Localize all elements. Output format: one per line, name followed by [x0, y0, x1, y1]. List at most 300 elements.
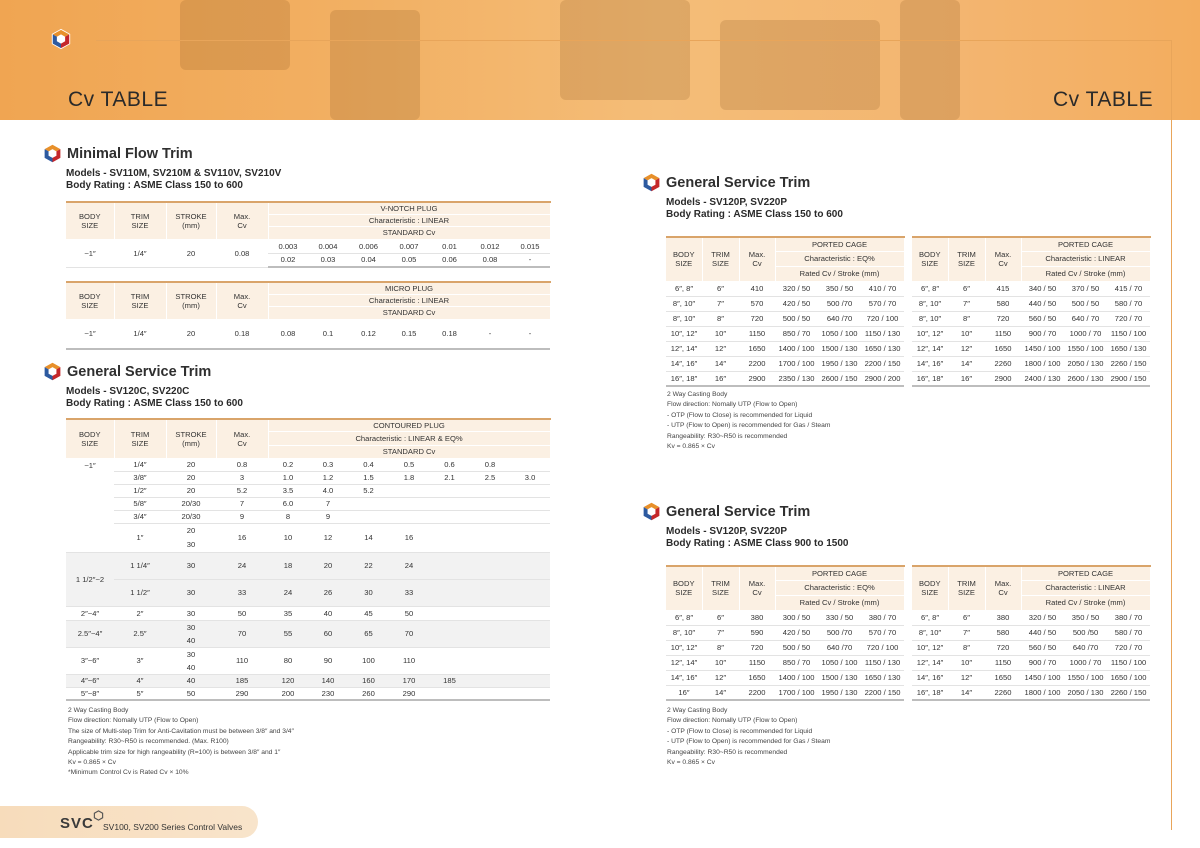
cell: [470, 484, 510, 497]
cell: 10″, 12″: [666, 326, 702, 341]
cell: 1650: [985, 341, 1021, 356]
rating-line: Body Rating : ASME Class 150 to 600: [66, 180, 243, 191]
header-cell: Rated Cv / Stroke (mm): [775, 266, 904, 281]
cell: 8″, 10″: [666, 311, 702, 326]
machinery-graphic: [180, 0, 290, 70]
cell: 580 / 70: [1107, 296, 1150, 311]
cell: 1050 / 100: [818, 655, 861, 670]
contoured-plug-table: [66, 418, 551, 701]
note-line: Kv = 0.865 × Cv: [667, 759, 715, 767]
cell: 0.18: [216, 319, 268, 349]
cell: 12″: [702, 341, 739, 356]
cell: 50: [389, 606, 429, 620]
cell: [429, 606, 470, 620]
table-row: [66, 620, 550, 647]
cell: 0.01: [429, 239, 470, 253]
cell: 1/4″: [114, 239, 166, 267]
cell: [429, 620, 470, 647]
cell: 20: [166, 458, 216, 471]
cell: 6″, 8″: [912, 281, 948, 296]
header-cell: BODY SIZE: [666, 237, 702, 281]
notes-block: [68, 706, 294, 779]
cell: 560 / 50: [1021, 311, 1064, 326]
header-banner: [0, 0, 1200, 120]
cell: [429, 523, 470, 552]
table-row: [666, 655, 904, 670]
cell: [429, 647, 470, 674]
cell: [166, 620, 216, 647]
cell: 14″, 16″: [666, 356, 702, 371]
cell: [429, 687, 470, 700]
note-line: 2 Way Casting Body: [68, 707, 129, 714]
cell: 320 / 50: [1021, 610, 1064, 625]
cell: 200: [268, 687, 308, 700]
cell: 16″: [702, 371, 739, 386]
rating-line: Body Rating : ASME Class 150 to 600: [666, 209, 843, 220]
cell: 1500 / 130: [818, 670, 861, 685]
cell: [470, 510, 510, 523]
table-row: [666, 371, 904, 386]
cell: 1400 / 100: [775, 670, 818, 685]
section-heading-gst-ported-150: [641, 172, 810, 193]
table-body: [666, 610, 904, 700]
cell: 9: [308, 510, 348, 523]
cell: 5.2: [348, 484, 389, 497]
cell: [470, 687, 510, 700]
cell: 1/4″: [114, 319, 166, 349]
table-row: [666, 326, 904, 341]
cell: 2200 / 150: [861, 356, 904, 371]
cell: 3: [216, 471, 268, 484]
cell: 320 / 50: [775, 281, 818, 296]
cell: 0.015: [510, 239, 550, 253]
table-row: [666, 356, 904, 371]
cell: 1450 / 100: [1021, 341, 1064, 356]
cell: 580: [985, 296, 1021, 311]
cell: [429, 497, 470, 510]
rating-line: Body Rating : ASME Class 150 to 600: [66, 398, 243, 409]
cell: 0.3: [308, 458, 348, 471]
header-cell: TRIM SIZE: [948, 566, 985, 610]
cell: 1650 / 130: [861, 670, 904, 685]
cell: 8″: [702, 311, 739, 326]
cell: 1050 / 100: [818, 326, 861, 341]
footer-text: SV100, SV200 Series Control Valves: [103, 822, 243, 832]
cell: 2.5″~4″: [66, 620, 114, 647]
cell: 440 / 50: [1021, 296, 1064, 311]
cell: [510, 674, 550, 687]
cell: 570: [739, 296, 775, 311]
cell: 720 / 100: [861, 640, 904, 655]
header-cell: TRIM SIZE: [114, 282, 166, 319]
cell: [510, 579, 550, 606]
cell: [510, 647, 550, 674]
cell: 80: [268, 647, 308, 674]
cell: 300 / 50: [775, 610, 818, 625]
cell: 2260: [985, 685, 1021, 700]
cell: 12″, 14″: [666, 341, 702, 356]
cell: 2.5″: [114, 620, 166, 647]
table-row: [666, 610, 904, 625]
cell: 350 / 50: [818, 281, 861, 296]
cell: 6″, 8″: [666, 610, 702, 625]
cell: 8″, 10″: [912, 296, 948, 311]
cell: 640 /70: [1064, 640, 1107, 655]
cell: 6″, 8″: [666, 281, 702, 296]
cell: 20: [166, 239, 216, 267]
cell: 14″: [948, 356, 985, 371]
cell: 7″: [702, 625, 739, 640]
cell: 8″: [948, 640, 985, 655]
table-row: [66, 687, 550, 700]
cell: 0.006: [348, 239, 389, 253]
cell: 24: [389, 552, 429, 579]
cell: [510, 687, 550, 700]
cell: 0.8: [216, 458, 268, 471]
header-cell: Characteristic : EQ%: [775, 580, 904, 595]
rating-line: Body Rating : ASME Class 900 to 1500: [666, 538, 849, 549]
cell: [470, 579, 510, 606]
note-line: - UTP (Flow to Open) is recommended for Gas / Steam: [667, 738, 831, 746]
cell: 8″, 10″: [666, 296, 702, 311]
header-cell: STROKE (mm): [166, 282, 216, 319]
table-row: [666, 341, 904, 356]
note-line: Kv = 0.865 × Cv: [68, 759, 116, 767]
cell: 2900 / 200: [861, 371, 904, 386]
table-row: [666, 311, 904, 326]
cell: [429, 510, 470, 523]
cell: 3/8″: [114, 471, 166, 484]
table-body: [666, 281, 904, 386]
header-cell: BODY SIZE: [66, 419, 114, 458]
header-cell: Max. Cv: [985, 566, 1021, 610]
cell: 2900 / 150: [1107, 371, 1150, 386]
cell: 2.5: [470, 471, 510, 484]
cell: 16″, 18″: [666, 371, 702, 386]
models-line: Models - SV120C, SV220C: [66, 386, 190, 397]
header-cell: Rated Cv / Stroke (mm): [1021, 266, 1150, 281]
cell: 0.6: [429, 458, 470, 471]
cell: 12″, 14″: [912, 341, 948, 356]
cell: -: [510, 253, 550, 267]
header-cell: Characteristic : LINEAR: [1021, 251, 1150, 266]
note-line: Rangeability: R30~R50 is recommended: [667, 432, 788, 440]
cell: 9: [216, 510, 268, 523]
cell: 5.2: [216, 484, 268, 497]
cell: 2900: [739, 371, 775, 386]
cell: 8″, 10″: [912, 625, 948, 640]
cell: 1.8: [389, 471, 429, 484]
cell: 1/4″: [114, 458, 166, 471]
note-line: Flow direction: Nomally UTP (Flow to Open): [68, 717, 199, 725]
cell: 7″: [948, 296, 985, 311]
cell: 2.1: [429, 471, 470, 484]
header-cell: Max. Cv: [216, 282, 268, 319]
cell: 7: [308, 497, 348, 510]
models-block: [66, 386, 243, 410]
header-cell: TRIM SIZE: [702, 566, 739, 610]
cell: [389, 484, 429, 497]
cell: [470, 606, 510, 620]
header-cell: Characteristic : LINEAR: [1021, 580, 1150, 595]
cell: [470, 674, 510, 687]
cell: 1.5: [348, 471, 389, 484]
cell: [429, 579, 470, 606]
vnotch-table: [66, 201, 551, 268]
header-cell: CONTOURED PLUG: [268, 419, 550, 431]
cell: 0.04: [348, 253, 389, 267]
cell: 16″: [948, 371, 985, 386]
header-cell: BODY SIZE: [66, 202, 114, 239]
cell: 14″, 16″: [666, 670, 702, 685]
cell: 35: [268, 606, 308, 620]
cell: 900 / 70: [1021, 326, 1064, 341]
cell: 2050 / 130: [1064, 685, 1107, 700]
cell: 415 / 70: [1107, 281, 1150, 296]
table-row: [666, 281, 904, 296]
cell: 500 / 50: [775, 311, 818, 326]
cell: 24: [216, 552, 268, 579]
cell: 1650: [739, 341, 775, 356]
cell: 12″, 14″: [912, 655, 948, 670]
cell: 1 1/4″: [114, 552, 166, 579]
cell: [470, 552, 510, 579]
cell: 560 / 50: [1021, 640, 1064, 655]
cell: 0.003: [268, 239, 308, 253]
cell: 0.012: [470, 239, 510, 253]
cell: 12″: [948, 670, 985, 685]
note-line: - UTP (Flow to Open) is recommended for Gas / Steam: [667, 422, 831, 430]
models-line: Models - SV120P, SV220P: [666, 197, 787, 208]
cell: 7: [216, 497, 268, 510]
models-block: [666, 526, 848, 550]
cell: 50: [166, 687, 216, 700]
cell: 850 / 70: [775, 326, 818, 341]
cell: 0.8: [470, 458, 510, 471]
table-body: [912, 281, 1150, 386]
table-row: [912, 326, 1150, 341]
cell: 2350 / 130: [775, 371, 818, 386]
cell: 2600 / 150: [818, 371, 861, 386]
header-cell: STANDARD Cv: [268, 226, 550, 239]
cell: 1700 / 100: [775, 685, 818, 700]
cell: 14: [348, 523, 389, 552]
cell: 7″: [948, 625, 985, 640]
header-cell: STANDARD Cv: [268, 445, 550, 458]
cell: 1650 / 130: [861, 341, 904, 356]
cell: 1″: [114, 523, 166, 552]
cell: 0.2: [268, 458, 308, 471]
header-cell: Max. Cv: [739, 566, 775, 610]
cell: 580 / 70: [1107, 625, 1150, 640]
cell: 0.06: [429, 253, 470, 267]
cell: 10″: [702, 326, 739, 341]
header-cell: TRIM SIZE: [114, 419, 166, 458]
cell: 2260 / 150: [1107, 685, 1150, 700]
header-cell: TRIM SIZE: [948, 237, 985, 281]
models-line: Models - SV110M, SV210M & SV110V, SV210V: [66, 168, 282, 179]
cell: 720: [739, 311, 775, 326]
cell: 70: [389, 620, 429, 647]
cell: 10″: [948, 326, 985, 341]
cell: 8″, 10″: [666, 625, 702, 640]
cell: 3.0: [510, 471, 550, 484]
cell: [166, 523, 216, 552]
cell: 12″, 14″: [666, 655, 702, 670]
cell: [429, 484, 470, 497]
cell: 0.007: [389, 239, 429, 253]
cell: 720: [985, 311, 1021, 326]
cell: 1950 / 130: [818, 685, 861, 700]
cell: 0.4: [348, 458, 389, 471]
cell: 2200 / 150: [861, 685, 904, 700]
cell: 500 / 50: [1064, 296, 1107, 311]
cell: -: [510, 319, 550, 349]
table-row: [912, 356, 1150, 371]
cell: 30: [166, 606, 216, 620]
table-row: [912, 670, 1150, 685]
cell: 1 1/2″~2: [66, 552, 114, 606]
table-row: [912, 371, 1150, 386]
frame-line: [96, 40, 1172, 41]
machinery-graphic: [720, 20, 880, 110]
hexagon-bullet-icon: [42, 361, 63, 382]
table-row: [66, 497, 550, 510]
cell: 2260: [985, 356, 1021, 371]
cell: 370 / 50: [1064, 281, 1107, 296]
cell: 2900: [985, 371, 1021, 386]
cell: 420 / 50: [775, 625, 818, 640]
cell: 5″~8″: [66, 687, 114, 700]
cell: 1800 / 100: [1021, 685, 1064, 700]
cell: 4″~6″: [66, 674, 114, 687]
cell: 16: [216, 523, 268, 552]
cell: 12″: [702, 670, 739, 685]
note-line: - OTP (Flow to Close) is recommended for Liquid: [667, 411, 813, 419]
cell: 2050 / 130: [1064, 356, 1107, 371]
cell: 380: [739, 610, 775, 625]
models-line: Models - SV120P, SV220P: [666, 526, 787, 537]
header-cell: Characteristic : LINEAR: [268, 294, 550, 306]
models-block: [666, 197, 843, 221]
cell: 5/8″: [114, 497, 166, 510]
table-row: [66, 319, 550, 349]
cell: [510, 510, 550, 523]
cell: 20: [166, 471, 216, 484]
cell: 4″: [114, 674, 166, 687]
table-row: [912, 610, 1150, 625]
cell: 330 / 50: [818, 610, 861, 625]
cell: 20: [166, 319, 216, 349]
cell: [510, 606, 550, 620]
table-row: [912, 341, 1150, 356]
cell: 6″: [702, 281, 739, 296]
cell: [510, 484, 550, 497]
cell: 20: [166, 484, 216, 497]
cell: 500 /50: [1064, 625, 1107, 640]
section-title: General Service Trim: [67, 363, 212, 380]
table-row: [66, 674, 550, 687]
cell: 380 / 70: [861, 610, 904, 625]
note-line: Flow direction: Nomally UTP (Flow to Open): [667, 717, 798, 725]
cell: 1150 / 100: [1107, 326, 1150, 341]
ported-cage-eq-table: [666, 236, 905, 387]
cell: 850 / 70: [775, 655, 818, 670]
note-line: *Minimum Control Cv is Rated Cv × 10%: [68, 769, 189, 777]
note-line: - OTP (Flow to Close) is recommended for Liquid: [667, 727, 813, 735]
header-cell: STANDARD Cv: [268, 306, 550, 319]
section-heading-gst-ported-900: [641, 501, 810, 522]
notes-block: [667, 706, 830, 768]
cell: 2260 / 150: [1107, 356, 1150, 371]
section-title: General Service Trim: [666, 503, 811, 520]
stroke-value: 30: [186, 649, 196, 659]
table-row: [912, 296, 1150, 311]
cell: 6″: [702, 610, 739, 625]
table-row: [66, 510, 550, 523]
cell: 720 / 70: [1107, 311, 1150, 326]
cell: 14″, 16″: [912, 356, 948, 371]
table-row: [666, 625, 904, 640]
cell: 10″: [948, 655, 985, 670]
cell: 45: [348, 606, 389, 620]
table-row: [666, 670, 904, 685]
cell: 3/4″: [114, 510, 166, 523]
table-row: [666, 685, 904, 700]
table-row: [912, 625, 1150, 640]
cell: 0.05: [389, 253, 429, 267]
cell: 6″: [948, 281, 985, 296]
cell: 40: [308, 606, 348, 620]
cell: 16″, 18″: [912, 371, 948, 386]
cell: 30: [166, 552, 216, 579]
section-heading-minimal-flow: [42, 143, 193, 164]
cell: 24: [268, 579, 308, 606]
cell: 90: [308, 647, 348, 674]
cell: 170: [389, 674, 429, 687]
cell: 110: [216, 647, 268, 674]
cell: 1150: [985, 326, 1021, 341]
table-row: [66, 458, 550, 471]
cell: [470, 497, 510, 510]
cell: 640 /70: [818, 311, 861, 326]
cell: 0.15: [389, 319, 429, 349]
header-cell: PORTED CAGE: [775, 237, 904, 251]
header-cell: Characteristic : LINEAR & EQ%: [268, 431, 550, 445]
cell: 16: [389, 523, 429, 552]
cell: 1450 / 100: [1021, 670, 1064, 685]
cell: 100: [348, 647, 389, 674]
cell: 720: [985, 640, 1021, 655]
table-row: [666, 640, 904, 655]
cell: [510, 552, 550, 579]
stroke-value: 30: [186, 622, 196, 632]
cell: 1400 / 100: [775, 341, 818, 356]
page-title-left: Cv TABLE: [68, 88, 169, 111]
cell: 10″, 12″: [912, 326, 948, 341]
cell: 110: [389, 647, 429, 674]
cell: 70: [216, 620, 268, 647]
cell: 1 1/2″: [114, 579, 166, 606]
cell: 30: [166, 579, 216, 606]
notes-block: [667, 390, 830, 452]
cell: 500 /70: [818, 625, 861, 640]
header-cell: TRIM SIZE: [702, 237, 739, 281]
cell: 26: [308, 579, 348, 606]
cell: 8: [268, 510, 308, 523]
cell: 1650: [985, 670, 1021, 685]
cell: 0.004: [308, 239, 348, 253]
